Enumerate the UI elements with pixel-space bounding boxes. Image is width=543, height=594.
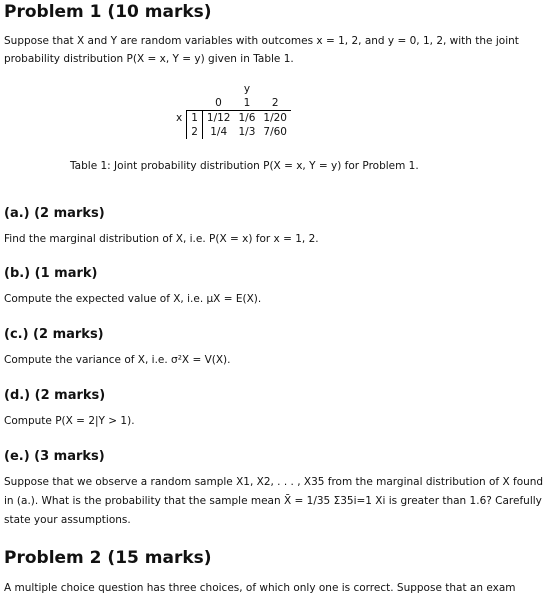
- table-cell: 1/12: [202, 111, 234, 126]
- y-value: 2: [271, 97, 279, 109]
- part-c-heading: (c.) (2 marks): [4, 327, 104, 342]
- problem-2-title: Problem 2 (15 marks): [4, 548, 212, 568]
- part-e-heading: (e.) (3 marks): [4, 449, 105, 464]
- part-e-line-2: in (a.). What is the probability that the sample mean X̄ = 1/35 Σ35i=1 Xi is greater than 1.6? Carefully: [4, 495, 542, 507]
- y-value: 1: [243, 97, 251, 109]
- part-d-heading: (d.) (2 marks): [4, 388, 106, 403]
- table-cell: 1/4: [202, 125, 234, 139]
- y-axis-label: y: [243, 83, 251, 95]
- joint-distribution-table: [172, 82, 291, 139]
- x-value: 1: [187, 111, 203, 126]
- part-c-text: Compute the variance of X, i.e. σ²X = V(X).: [4, 354, 231, 366]
- table-cell: 7/60: [263, 126, 287, 138]
- x-value: 2: [187, 125, 203, 139]
- part-e-line-3: state your assumptions.: [4, 514, 131, 526]
- part-e-line-1: Suppose that we observe a random sample X1, X2, . . . , X35 from the marginal distribution of X found: [4, 476, 543, 488]
- table-caption: Table 1: Joint probability distribution P(X = x, Y = y) for Problem 1.: [70, 160, 419, 172]
- part-a-text: Find the marginal distribution of X, i.e. P(X = x) for x = 1, 2.: [4, 233, 319, 245]
- table-cell: 1/6: [235, 111, 260, 126]
- problem-1-title: Problem 1 (10 marks): [4, 2, 212, 22]
- part-b-text: Compute the expected value of X, i.e. μX = E(X).: [4, 293, 262, 305]
- problem-1-intro-line-2: probability distribution P(X = x, Y = y) given in Table 1.: [4, 53, 294, 65]
- part-a-heading: (a.) (2 marks): [4, 206, 105, 221]
- table-cell: 1/20: [259, 111, 291, 126]
- x-axis-label: x: [176, 111, 183, 124]
- y-value: 0: [215, 97, 222, 109]
- table-cell: 1/3: [238, 126, 256, 138]
- part-b-heading: (b.) (1 mark): [4, 266, 98, 281]
- part-d-text: Compute P(X = 2|Y > 1).: [4, 415, 135, 427]
- problem-1-intro-line-1: Suppose that X and Y are random variables with outcomes x = 1, 2, and y = 0, 1, 2, with the joint: [4, 35, 519, 47]
- problem-2-intro-line-1: A multiple choice question has three choices, of which only one is correct. Suppose that an exam: [4, 582, 516, 594]
